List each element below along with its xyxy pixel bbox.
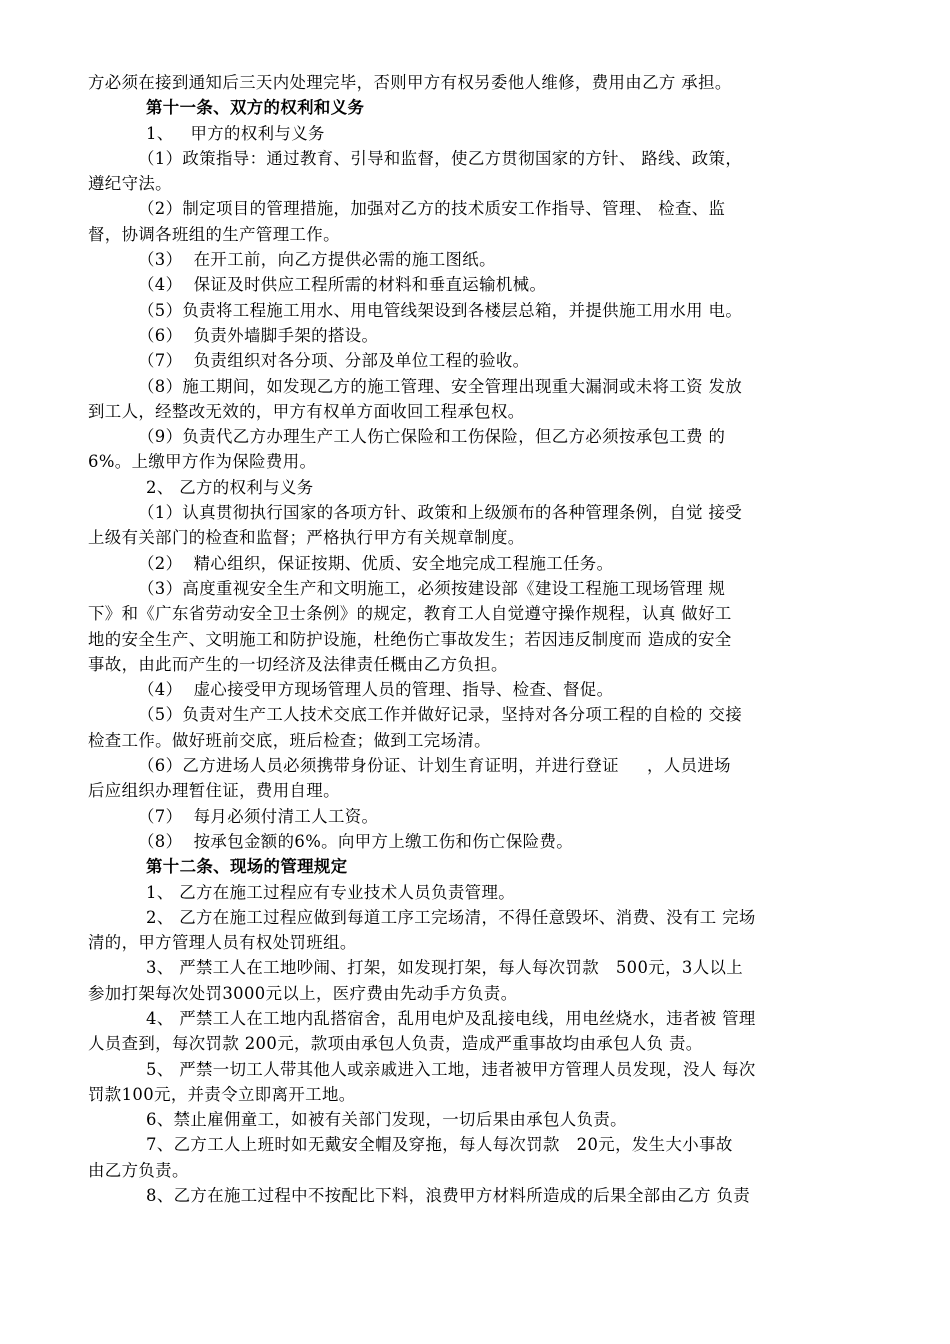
text-line: 遵纪守法。 (88, 174, 172, 194)
text-line: 后应组织办理暂住证，费用自理。 (88, 781, 340, 801)
text-line: 事故，由此而产生的一切经济及法律责任概由乙方负担。 (88, 654, 508, 674)
text-line: 由乙方负责。 (88, 1160, 189, 1180)
text-line: 清的，甲方管理人员有权处罚班组。 (88, 933, 357, 953)
text-line: 8、乙方在施工过程中不按配比下料，浪费甲方材料所造成的后果全部由乙方 负责 (146, 1186, 751, 1206)
text-line: （8） 按承包金额的6%。向甲方上缴工伤和伤亡保险费。 (138, 831, 574, 851)
text-line: 人员查到，每次罚款 200元，款项由承包人负责，造成严重事故均由承包人负 责。 (88, 1034, 703, 1054)
text-line: 5、 严禁一切工人带其他人或亲戚进入工地，违者被甲方管理人员发现，没人 每次 (146, 1059, 756, 1079)
text-line: 下》和《广东省劳动安全卫士条例》的规定，教育工人自觉遵守操作规程，认真 做好工 (88, 604, 732, 624)
text-line: 3、 严禁工人在工地吵闹、打架，如发现打架，每人每次罚款 500元，3人以上 (146, 958, 744, 978)
section-heading: 第十二条、现场的管理规定 (146, 857, 348, 877)
text-line: （7） 负责组织对各分项、分部及单位工程的验收。 (138, 351, 530, 371)
text-line: 4、 严禁工人在工地内乱搭宿舍，乱用电炉及乱接电线，用电丝烧水，违者被 管理 (146, 1008, 756, 1028)
text-line: （1）认真贯彻执行国家的各项方针、政策和上级颁布的各种管理条例，自觉 接受 (138, 503, 743, 523)
text-line: 督，协调各班组的生产管理工作。 (88, 224, 340, 244)
text-line: （5）负责对生产工人技术交底工作并做好记录，坚持对各分项工程的自检的 交接 (138, 705, 743, 725)
text-line: 上级有关部门的检查和监督；严格执行甲方有关规章制度。 (88, 528, 525, 548)
text-line: （8）施工期间，如发现乙方的施工管理、安全管理出现重大漏洞或未将工资 发放 (138, 376, 743, 396)
text-line: （7） 每月必须付清工人工资。 (138, 806, 379, 826)
text-line: 方必须在接到通知后三天内处理完毕，否则甲方有权另委他人维修，费用由乙方 承担。 (88, 73, 732, 92)
text-line: （2） 精心组织，保证按期、优质、安全地完成工程施工任务。 (138, 553, 614, 573)
text-line: （6）乙方进场人员必须携带身份证、计划生育证明，并进行登证 ，人员进场 (138, 756, 731, 776)
text-line: 2、 乙方的权利与义务 (146, 477, 314, 497)
text-line: （4） 保证及时供应工程所需的材料和垂直运输机械。 (138, 275, 547, 295)
text-line: 2、 乙方在施工过程应做到每道工序工完场清，不得任意毁坏、消费、没有工 完场 (146, 907, 756, 927)
text-line: （2）制定项目的管理措施，加强对乙方的技术质安工作指导、管理、 检查、监 (138, 199, 726, 219)
text-line: 检查工作。做好班前交底，班后检查；做到工完场清。 (88, 730, 491, 750)
text-line: （4） 虚心接受甲方现场管理人员的管理、指导、检查、督促。 (138, 680, 614, 700)
text-line: 6%。上缴甲方作为保险费用。 (88, 452, 317, 472)
text-line: （3）高度重视安全生产和文明施工，必须按建设部《建设工程施工现场管理 规 (138, 578, 726, 598)
text-line: 7、乙方工人上班时如无戴安全帽及穿拖，每人每次罚款 20元，发生大小事故 (146, 1135, 733, 1155)
text-line: 参加打架每次处罚3000元以上，医疗费由先动手方负责。 (88, 983, 518, 1003)
text-line: （3） 在开工前，向乙方提供必需的施工图纸。 (138, 250, 496, 270)
text-line: （6） 负责外墙脚手架的搭设。 (138, 325, 379, 345)
text-line: 地的安全生产、文明施工和防护设施，杜绝伤亡事故发生；若因违反制度而 造成的安全 (88, 629, 732, 649)
text-line: 罚款100元，并责令立即离开工地。 (88, 1084, 356, 1104)
section-heading: 第十一条、双方的权利和义务 (146, 98, 365, 118)
text-line: （9）负责代乙方办理生产工人伤亡保险和工伤保险，但乙方必须按承包工费 的 (138, 427, 726, 447)
document-page (88, 70, 848, 1208)
text-line: 1、 甲方的权利与义务 (146, 123, 325, 143)
text-line: 6、禁止雇佣童工，如被有关部门发现，一切后果由承包人负责。 (146, 1110, 627, 1130)
text-line: （1）政策指导：通过教育、引导和监督，使乙方贯彻国家的方针、 路线、政策， (138, 148, 743, 168)
text-line: 1、 乙方在施工过程应有专业技术人员负责管理。 (146, 882, 516, 902)
text-line: 到工人，经整改无效的，甲方有权单方面收回工程承包权。 (88, 401, 525, 421)
text-line: （5）负责将工程施工用水、用电管线架设到各楼层总箱，并提供施工用水用 电。 (138, 300, 743, 320)
